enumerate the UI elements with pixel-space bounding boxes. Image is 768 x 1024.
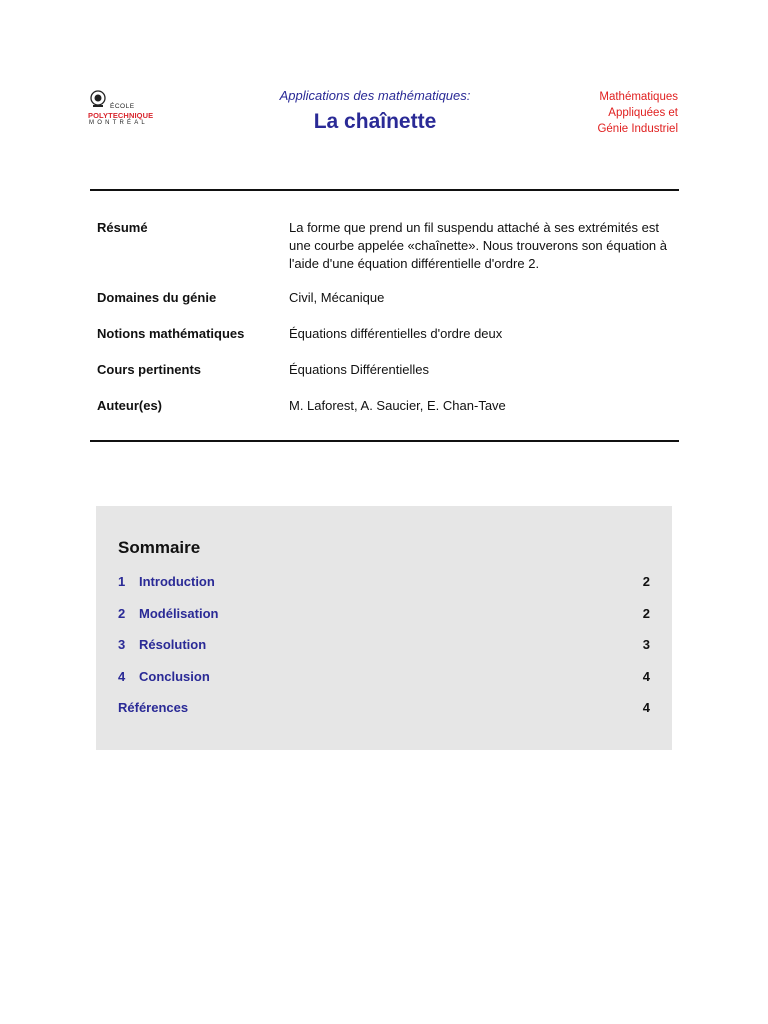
toc-item-link[interactable]: Références xyxy=(118,700,189,715)
toc-title: Sommaire xyxy=(118,538,201,557)
toc-item-link[interactable]: Modélisation xyxy=(139,606,219,621)
info-label: Domaines du génie xyxy=(97,290,217,305)
toc-item-page: 3 xyxy=(642,637,650,652)
logo-ecole-text: ÉCOLE xyxy=(110,103,135,110)
toc-item-conclusion[interactable] xyxy=(118,669,650,687)
polytechnique-logo xyxy=(88,90,158,130)
department-line: Mathématiques xyxy=(599,91,678,103)
department-line: Appliquées et xyxy=(608,107,678,119)
toc-item-number: 3 xyxy=(118,637,126,652)
page-title: La chaînette xyxy=(313,110,437,133)
toc-item-page: 4 xyxy=(642,700,650,715)
toc-item-resolution[interactable] xyxy=(118,637,650,655)
top-divider xyxy=(90,189,679,191)
info-value: La forme que prend un fil suspendu attaché à ses extrémités est une courbe appelée «chaînette». Nous trouverons son équation à l'aide d'une équation différentielle d'ordre 2. xyxy=(289,220,667,271)
logo-montreal-text: MONTRÉAL xyxy=(89,120,148,126)
info-label: Notions mathématiques xyxy=(97,326,245,341)
toc-item-number: 2 xyxy=(118,606,126,621)
toc-item-link[interactable]: Introduction xyxy=(139,574,215,589)
info-value: Équations Différentielles xyxy=(289,362,429,377)
toc-item-modelisation[interactable] xyxy=(118,606,650,624)
info-value: Civil, Mécanique xyxy=(289,290,385,305)
toc-item-introduction[interactable] xyxy=(118,574,650,592)
department-name xyxy=(548,89,678,137)
info-label: Auteur(es) xyxy=(97,398,163,413)
toc-item-page: 2 xyxy=(642,574,650,589)
info-value: Équations différentielles d'ordre deux xyxy=(289,326,503,341)
toc-item-link[interactable]: Résolution xyxy=(139,637,207,652)
series-heading: Applications des mathématiques: xyxy=(279,88,471,103)
table-of-contents xyxy=(96,506,672,750)
department-line: Génie Industriel xyxy=(597,123,678,135)
bottom-divider xyxy=(90,440,679,442)
toc-item-link[interactable]: Conclusion xyxy=(139,669,210,684)
logo-polytechnique-text: POLYTECHNIQUE xyxy=(88,111,154,120)
info-value: M. Laforest, A. Saucier, E. Chan-Tave xyxy=(289,398,506,413)
info-label: Cours pertinents xyxy=(97,362,202,377)
toc-item-page: 2 xyxy=(642,606,650,621)
toc-item-number: 1 xyxy=(118,574,126,589)
toc-item-number: 4 xyxy=(118,669,126,684)
toc-item-references[interactable] xyxy=(118,700,650,718)
info-label: Résumé xyxy=(97,220,148,235)
toc-item-page: 4 xyxy=(642,669,650,684)
school-emblem-icon xyxy=(90,90,106,110)
